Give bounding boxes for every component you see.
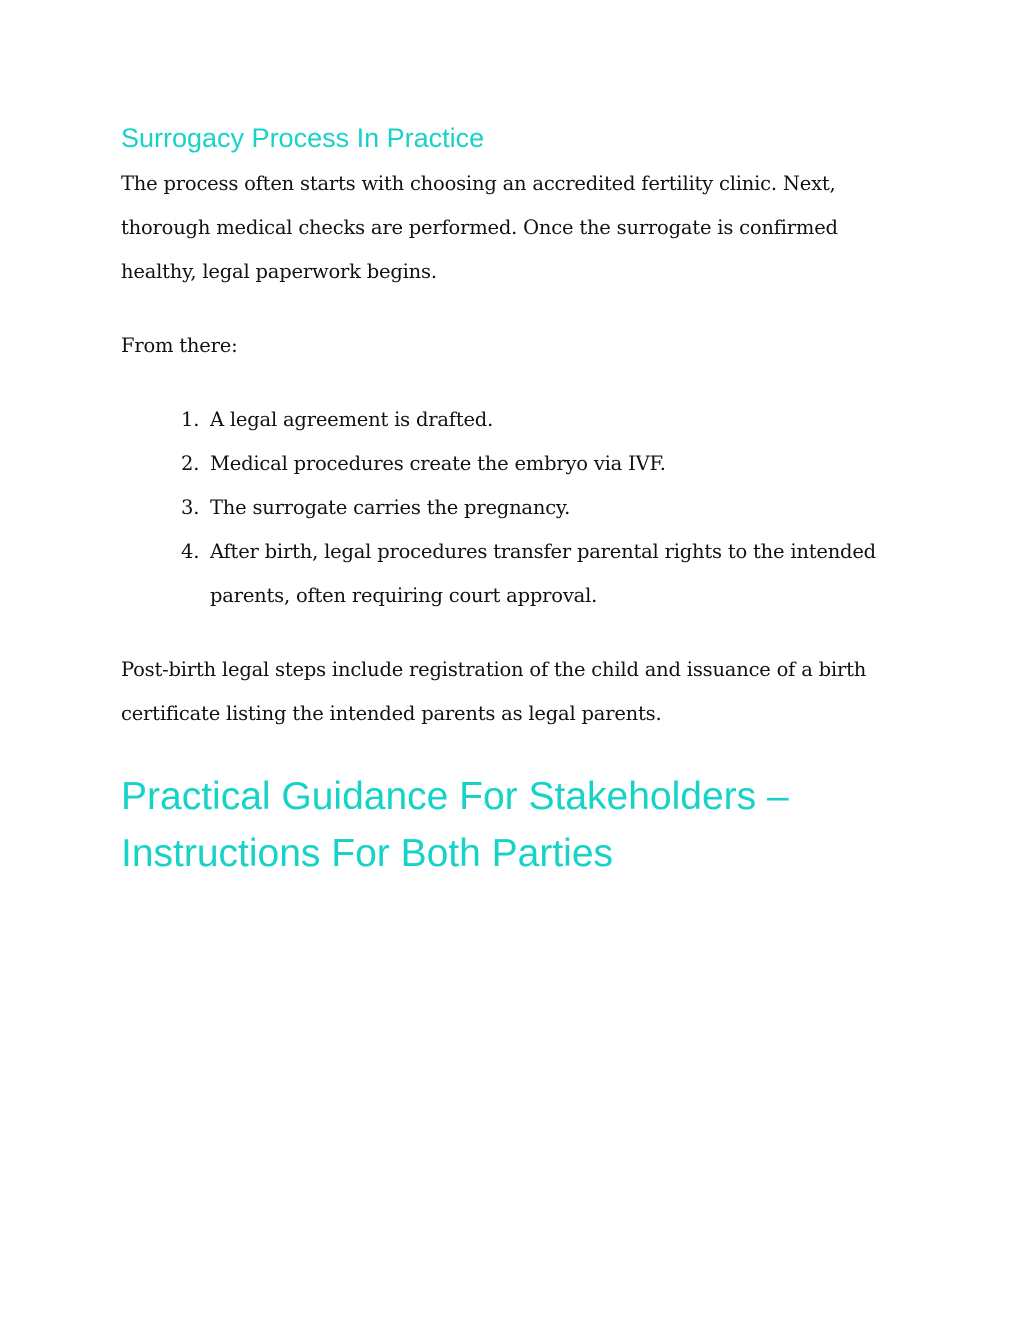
- list-item-number: 2.: [181, 452, 200, 475]
- document-content: [121, 118, 901, 882]
- list-item-number: 4.: [181, 540, 200, 563]
- list-item-number: 1.: [181, 408, 200, 431]
- section-heading-surrogacy-process: Surrogacy Process In Practice: [121, 123, 485, 153]
- list-item-text: A legal agreement is drafted.: [210, 408, 494, 431]
- intro-paragraph: The process often starts with choosing an accredited fertility clinic. Next, thorough medical checks are performed. Once the surrogate is confirmed healthy, legal paperwork begins.: [121, 172, 838, 283]
- process-steps-list: [121, 398, 901, 618]
- section-heading-practical-guidance: Practical Guidance For Stakeholders – Instructions For Both Parties: [121, 775, 789, 875]
- list-item-number: 3.: [181, 496, 200, 519]
- post-birth-paragraph: Post-birth legal steps include registration of the child and issuance of a birth certificate listing the intended parents as legal parents.: [121, 658, 867, 725]
- list-item: [121, 442, 901, 486]
- list-item: [121, 486, 901, 530]
- list-item-text: Medical procedures create the embryo via IVF.: [210, 452, 666, 475]
- list-item: [121, 530, 901, 618]
- list-item-text: After birth, legal procedures transfer parental rights to the intended parents, often requiring court approval.: [210, 540, 876, 607]
- lead-in-text: From there:: [121, 334, 238, 357]
- list-item-text: The surrogate carries the pregnancy.: [210, 496, 571, 519]
- list-item: [121, 398, 901, 442]
